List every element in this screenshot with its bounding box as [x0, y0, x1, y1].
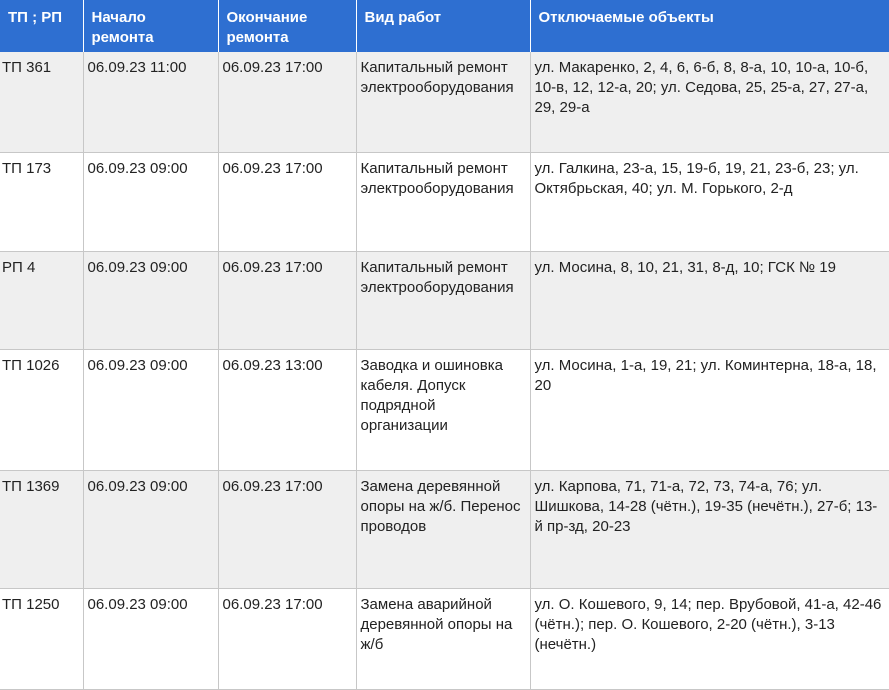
cell-tp: ТП 173: [0, 152, 83, 251]
cell-start: 06.09.23 09:00: [83, 470, 218, 588]
cell-start: 06.09.23 09:00: [83, 349, 218, 470]
cell-work: Капитальный ремонт электрооборудования: [356, 251, 530, 349]
cell-tp: ТП 1026: [0, 349, 83, 470]
table-row: [0, 251, 889, 349]
table-row: [0, 588, 889, 689]
cell-tp: ТП 1369: [0, 470, 83, 588]
cell-work: Замена аварийной деревянной опоры на ж/б: [356, 588, 530, 689]
table-row: [0, 349, 889, 470]
cell-end: 06.09.23 17:00: [218, 152, 356, 251]
cell-tp: РП 4: [0, 251, 83, 349]
cell-work: Капитальный ремонт электрооборудования: [356, 52, 530, 152]
header-work: Вид работ: [356, 0, 530, 52]
cell-tp: ТП 1250: [0, 588, 83, 689]
table-header-row: [0, 0, 889, 52]
cell-start: 06.09.23 11:00: [83, 52, 218, 152]
cell-objects: ул. О. Кошевого, 9, 14; пер. Врубовой, 41-а, 42-46 (чётн.); пер. О. Кошевого, 2-20 (чётн.), 3-13 (нечётн.): [530, 588, 889, 689]
header-tp: ТП ; РП: [0, 0, 83, 52]
cell-objects: ул. Мосина, 8, 10, 21, 31, 8-д, 10; ГСК № 19: [530, 251, 889, 349]
header-objects: Отключаемые объекты: [530, 0, 889, 52]
cell-work: Капитальный ремонт электрооборудования: [356, 152, 530, 251]
table-row: [0, 152, 889, 251]
cell-end: 06.09.23 13:00: [218, 349, 356, 470]
cell-work: Замена деревянной опоры на ж/б. Перенос проводов: [356, 470, 530, 588]
table-row: [0, 470, 889, 588]
cell-start: 06.09.23 09:00: [83, 152, 218, 251]
cell-start: 06.09.23 09:00: [83, 588, 218, 689]
header-start: Начало ремонта: [83, 0, 218, 52]
cell-work: Заводка и ошиновка кабеля. Допуск подрядной организации: [356, 349, 530, 470]
cell-objects: ул. Макаренко, 2, 4, 6, 6-б, 8, 8-а, 10, 10-а, 10-б, 10-в, 12, 12-а, 20; ул. Седова, 25, 25-а, 27, 27-а, 29, 29-а: [530, 52, 889, 152]
cell-start: 06.09.23 09:00: [83, 251, 218, 349]
cell-end: 06.09.23 17:00: [218, 251, 356, 349]
cell-objects: ул. Карпова, 71, 71-а, 72, 73, 74-а, 76; ул. Шишкова, 14-28 (чётн.), 19-35 (нечётн.), 27-б; 13-й пр-зд, 20-23: [530, 470, 889, 588]
cell-objects: ул. Мосина, 1-а, 19, 21; ул. Коминтерна, 18-а, 18, 20: [530, 349, 889, 470]
table-row: [0, 52, 889, 152]
header-end: Окончание ремонта: [218, 0, 356, 52]
cell-end: 06.09.23 17:00: [218, 588, 356, 689]
cell-end: 06.09.23 17:00: [218, 52, 356, 152]
cell-end: 06.09.23 17:00: [218, 470, 356, 588]
cell-tp: ТП 361: [0, 52, 83, 152]
cell-objects: ул. Галкина, 23-а, 15, 19-б, 19, 21, 23-б, 23; ул. Октябрьская, 40; ул. М. Горького, 2-д: [530, 152, 889, 251]
